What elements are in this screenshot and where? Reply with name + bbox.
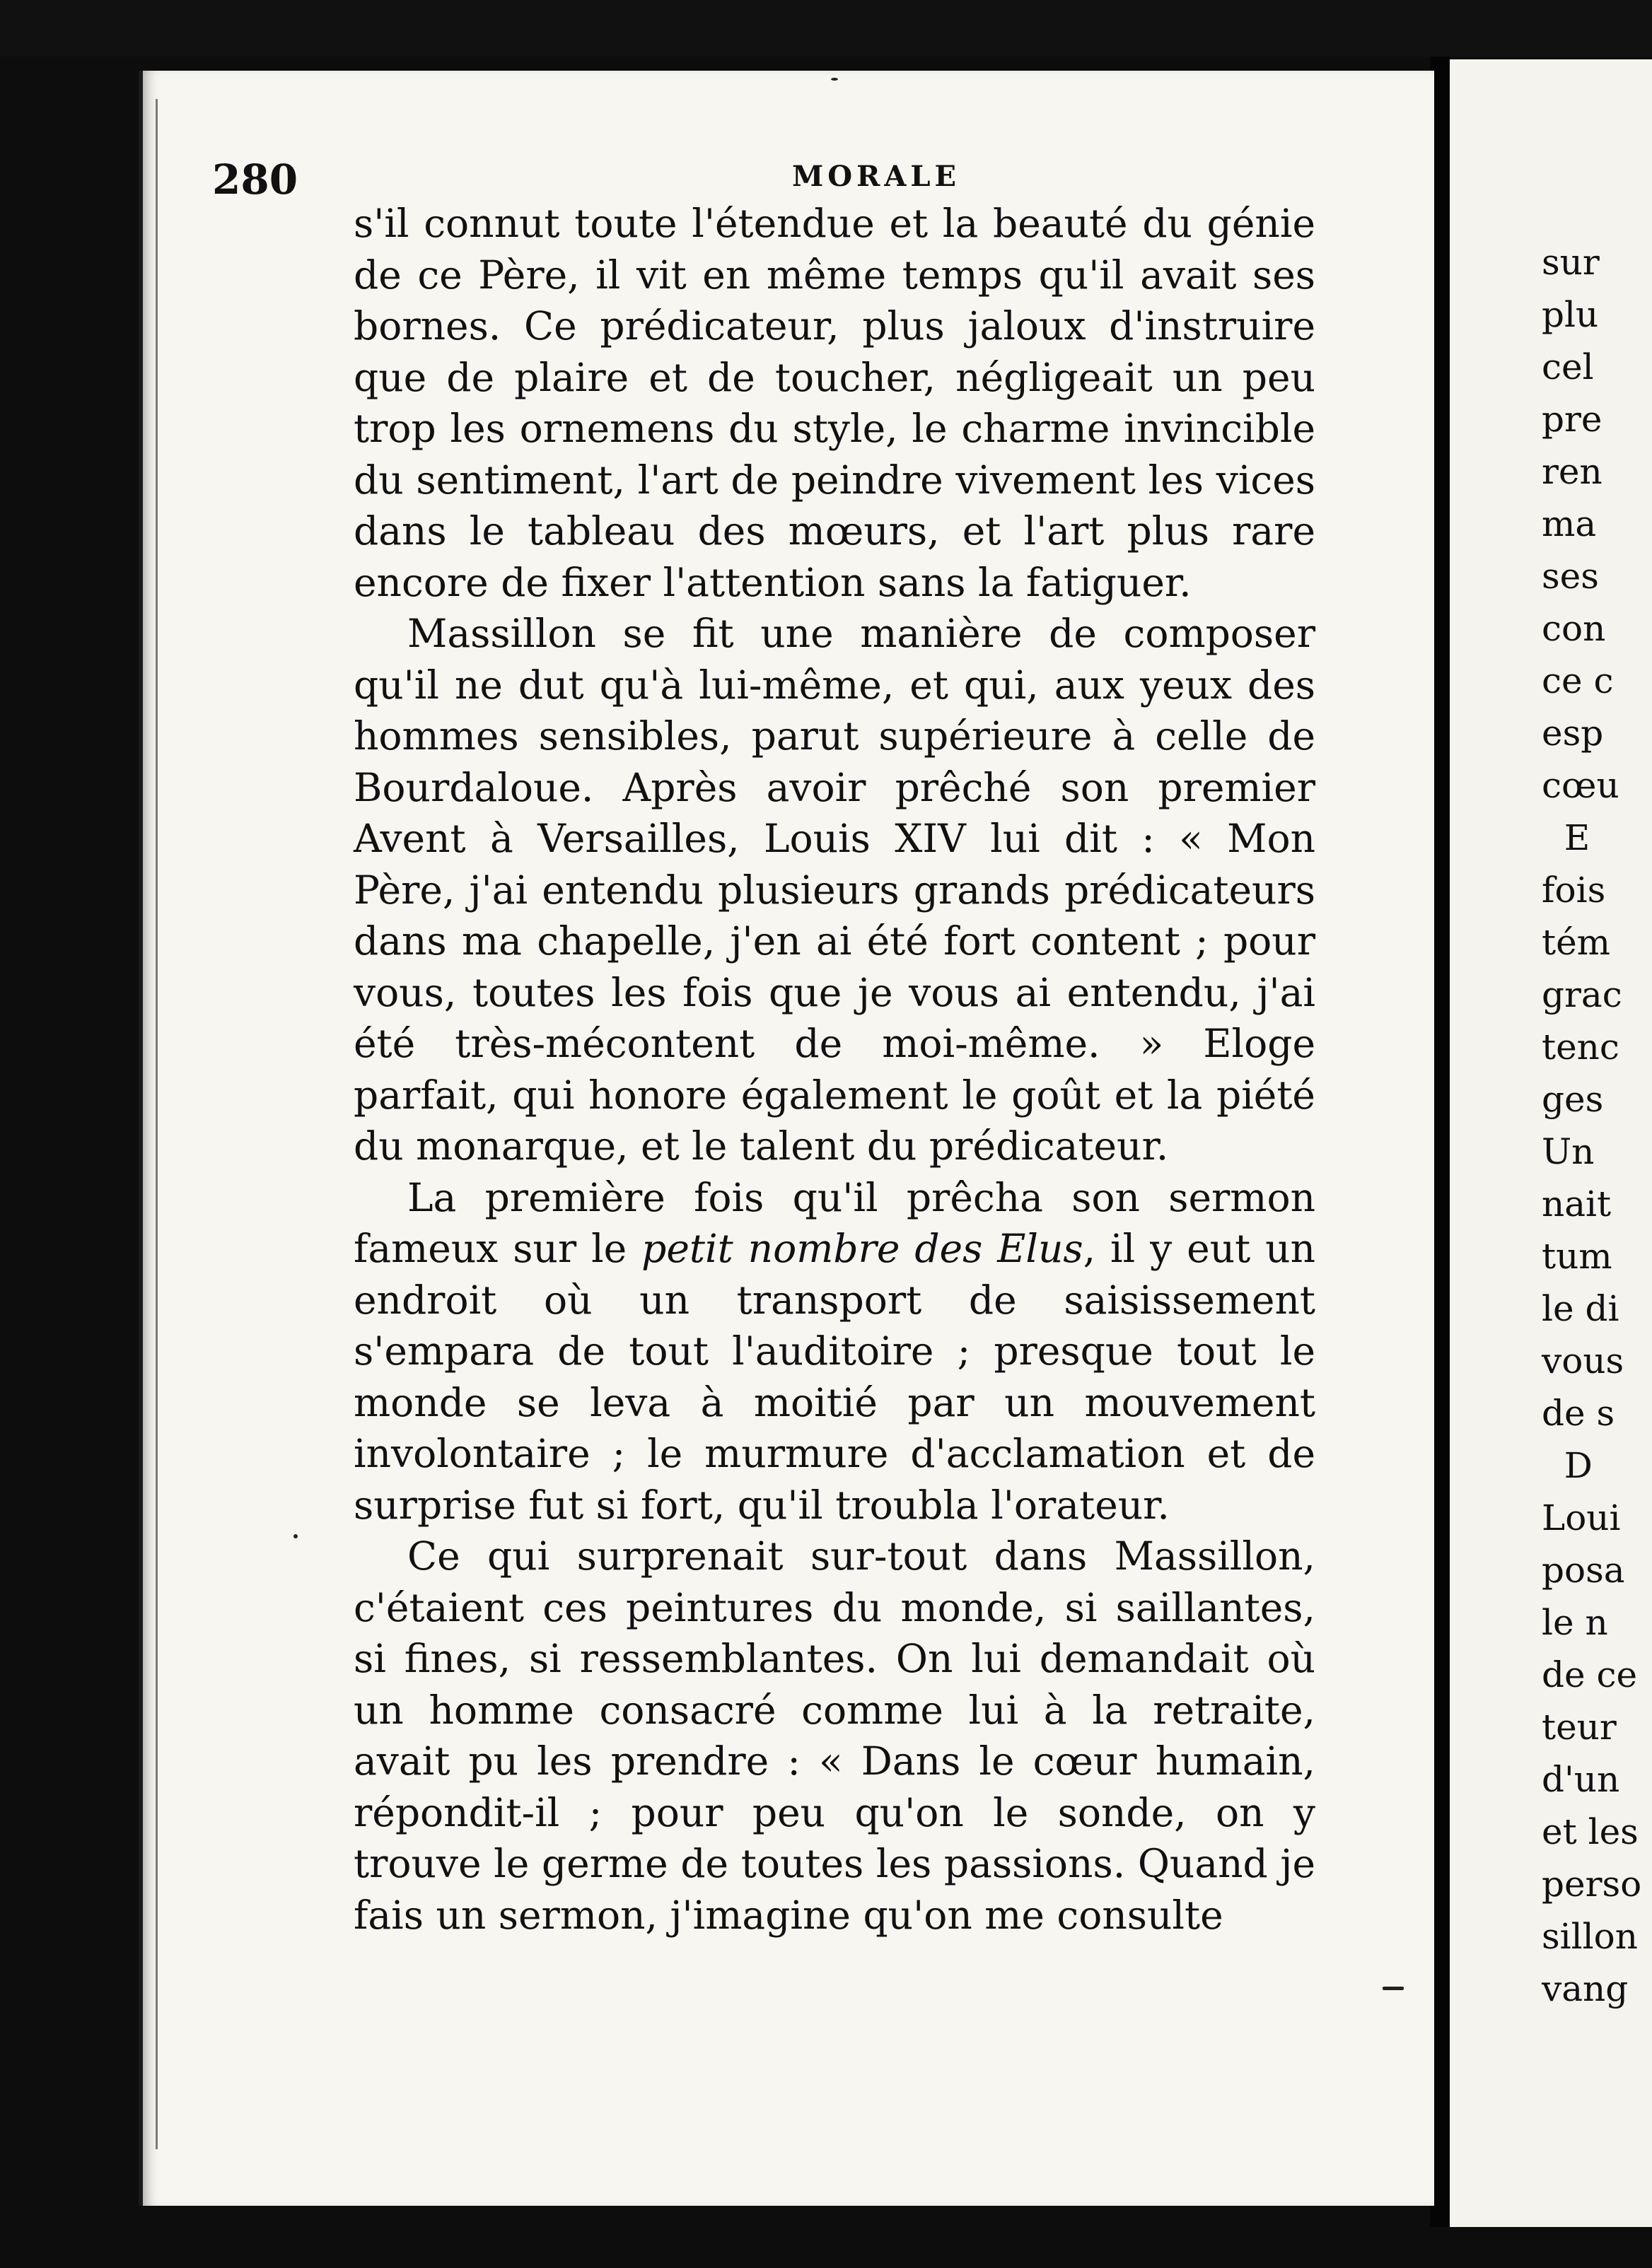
scan-speck <box>831 78 838 81</box>
scan-speck <box>1383 1987 1404 1990</box>
scan-speck <box>293 1534 298 1538</box>
running-title: MORALE <box>792 160 961 193</box>
running-head <box>212 141 1344 204</box>
paragraph-3-start: La première fois qu'il prêcha son sermon fameux sur le <box>354 1174 1315 1271</box>
binding-edge <box>156 99 158 2149</box>
paragraph-3-end: , il y eut un endroit où un transport de saisissement s'empara de tout l'auditoire ; presque tout le monde se leva à moitié par un mouvement involontaire ; le murmure d'acclamation et de surprise fut si fort, qu'il troubla l'orateur. <box>354 1226 1315 1528</box>
paragraph-2: Massillon se fit une manière de composer qu'il ne dut qu'à lui-même, et qui, aux yeux des hommes sensibles, parut supérieure à celle de Bourdaloue. Après avoir prêché son premier Avent à Versailles, Louis XIV lui dit : « Mon Père, j'ai entendu plusieurs grands prédicateurs dans ma chapelle, j'en ai été fort content ; pour vous, toutes les fois que je vous ai entendu, j'ai été très-mécontent de moi-même. » Eloge parfait, qui honore également le goût et la piété du monarque, et le talent du prédicateur. <box>354 611 1315 1169</box>
paragraph-4: Ce qui surprenait sur-tout dans Massillon, c'étaient ces peintures du monde, si saillantes, si fines, si ressemblantes. On lui demandait où un homme consacré comme lui à la retraite, avait pu les prendre : « Dans le cœur humain, répondit-il ; pour peu qu'on le sonde, on y trouve le germe de toutes les passions. Quand je fais un sermon, j'imagine qu'on me consulte <box>354 1533 1315 1938</box>
body-text <box>354 198 1315 1941</box>
scan-top-border <box>0 0 1652 57</box>
scan-bottom-border <box>0 2227 1652 2268</box>
paragraph-3 <box>354 1172 1315 1531</box>
facing-page-text: sur plu cel pre ren ma ses con ce c esp cœu E fois tém grac tenc ges Un nait tum le di vous de s D Loui posa le n de ce teur d'un et les perso sillon vang <box>1542 242 1642 2009</box>
paragraph-1: s'il connut toute l'étendue et la beauté du génie de ce Père, il vit en même temps qu'il avait ses bornes. Ce prédicateur, plus jaloux d'instruire que de plaire et de toucher, négligeait un peu trop les ornemens du style, le charme invincible du sentiment, l'art de peindre vivement les vices dans le tableau des mœurs, et l'art plus rare encore de fixer l'attention sans la fatiguer. <box>354 201 1315 605</box>
facing-page <box>1450 59 1652 2237</box>
sermon-title: petit nombre des Elus <box>641 1226 1083 1271</box>
page-number: 280 <box>212 156 298 204</box>
